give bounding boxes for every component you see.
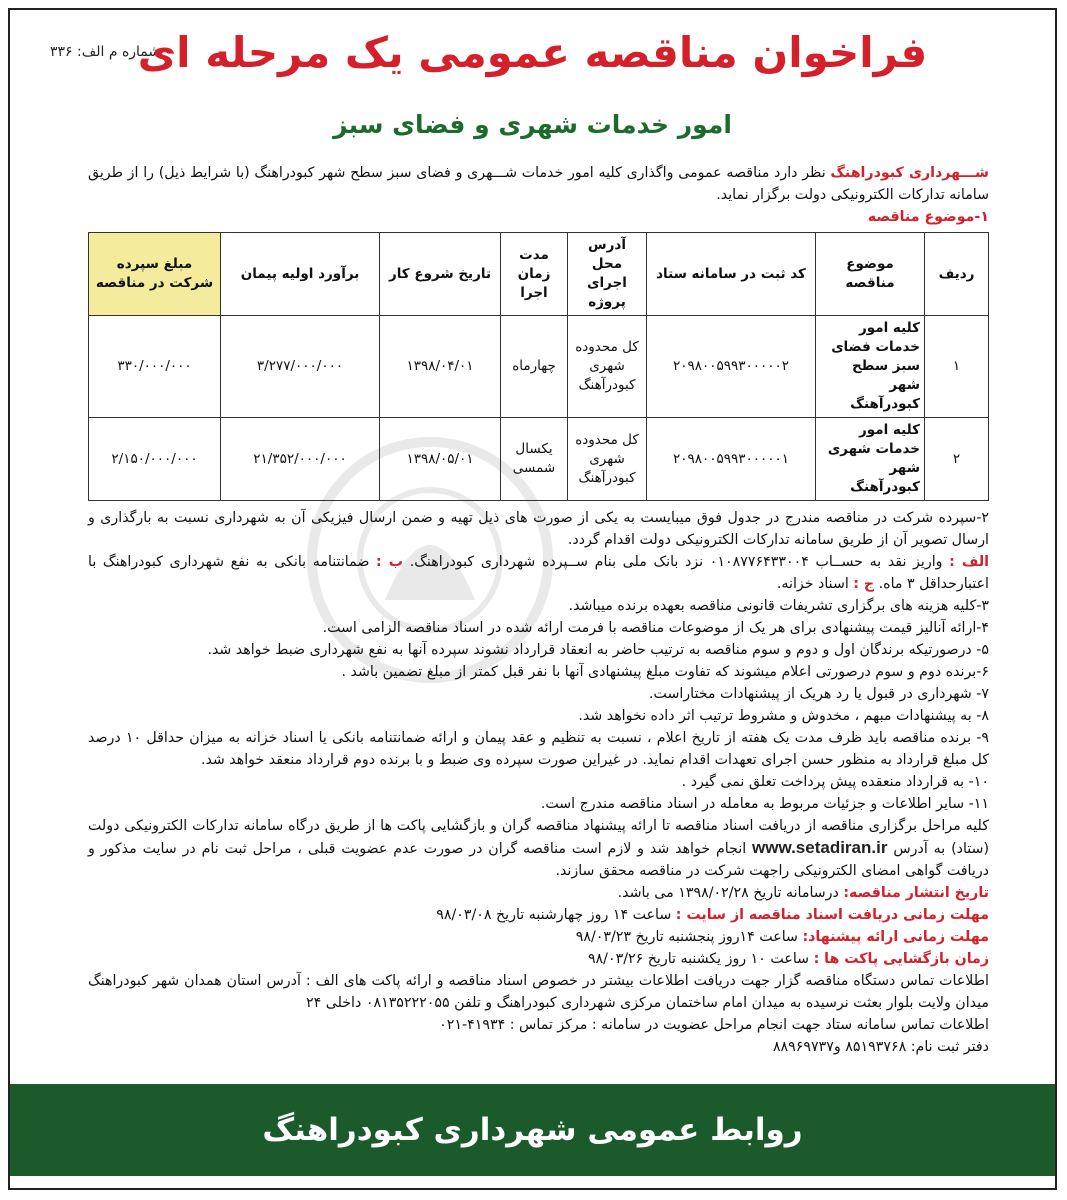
cell-duration: یکسال شمسی [501, 418, 568, 501]
clause-4: ۴-ارائه آنالیز قیمت پیشنهادی برای هر یک از موضوعات مناقصه با فرمت ارائه شده در اسناد مناقصه الزامی است. [322, 620, 989, 636]
th-duration: مدت زمان اجرا [501, 233, 568, 316]
th-deposit: مبلغ سپرده شرکت در مناقصه [89, 233, 221, 316]
th-estimate: برآورد اولیه پیمان [221, 233, 380, 316]
table-row [89, 418, 989, 501]
th-start: تاریخ شروع کار [380, 233, 501, 316]
option-jim-label: ج : [853, 576, 875, 592]
clause-6: ۶-برنده دوم و سوم درصورتی اعلام میشوند که تفاوت مبلغ پیشنهادی آنها با نفر قبل کمتر از مبلغ تضمین باشد . [341, 664, 989, 680]
option-jim-text: اسناد خزانه. [776, 576, 854, 592]
clause-5: ۵- درصورتیکه برندگان اول و دوم و سوم مناقصه به ترتیب حاضر به انعقاد قرارداد نشوند سپرده آنها به نفع شهرداری ضبط خواهد شد. [207, 642, 989, 658]
date-value: ساعت ۱۰ روز یکشنبه تاریخ ۹۸/۰۳/۲۶ [587, 951, 814, 967]
contact-setad: اطلاعات تماس سامانه ستاد جهت انجام مراحل عضویت در سامانه : مرکز تماس : ۴۱۹۳۴-۰۲۱ [439, 1017, 989, 1033]
page-title: فراخوان مناقصه عمومی یک مرحله ای [137, 28, 928, 77]
process-text-after: انجام خواهد شد و لازم است مناقصه گران در صورت عدم عضویت قبلی ، مراحل ثبت نام در سایت مذکور و دریافت گواهی امضای الکترونیکی راجهت شرکت در مناقصه محقق سازند. [88, 841, 989, 879]
cell-location: کل محدوده شهری کبودرآهنگ [568, 418, 647, 501]
clause-9: ۹- برنده مناقصه باید ظرف مدت یک هفته از تاریخ اعلام ، نسبت به تنظیم و عقد پیمان و ارائه ضمانتنامه بانکی یا اسناد خزانه به میزان حداقل ۱۰ درصد کل مبلغ قرارداد به منظور حسن اجرای تعهدات اقدام نماید. در غیراین صورت سپرده وی ضبط و با برنده دوم قرارداد منعقد خواهد شد. [88, 730, 989, 768]
clause-8: ۸- به پیشنهادات مبهم ، مخدوش و مشروط ترتیب اثر داده نخواهد شد. [578, 708, 989, 724]
announcement-number: شماره م الف: ۳۳۶ [50, 44, 161, 60]
setad-website-link[interactable]: www.setadiran.ir [752, 838, 888, 857]
page-subtitle: امور خدمات شهری و فضای سبز [333, 110, 732, 139]
cell-estimate: ۳/۲۷۷/۰۰۰/۰۰۰ [221, 316, 380, 418]
option-alef-label: الف : [949, 554, 990, 570]
cell-deposit: ۳۳۰/۰۰۰/۰۰۰ [89, 316, 221, 418]
th-location: آدرس محل اجرای پروژه [568, 233, 647, 316]
clause-7: ۷- شهرداری در قبول یا رد هریک از پیشنهادات مختاراست. [649, 686, 989, 702]
cell-row: ۲ [925, 418, 989, 501]
option-alef-text: واریز نقد به حســاب ۰۱۰۸۷۷۶۴۳۳۰۰۴ نزد بانک ملی بنام ســپرده شهرداری کبودراهنگ. [403, 554, 950, 570]
cell-start: ۱۳۹۸/۰۴/۰۱ [380, 316, 501, 418]
intro-paragraph [88, 162, 989, 206]
footer-banner: روابط عمومی شهرداری کبودراهنگ [10, 1084, 1055, 1176]
cell-code: ۲۰۹۸۰۰۵۹۹۳۰۰۰۰۰۱ [647, 418, 816, 501]
table-row [89, 316, 989, 418]
cell-location: کل محدوده شهری کبودرآهنگ [568, 316, 647, 418]
process-text-before: کلیه مراحل برگزاری مناقصه از دریافت اسناد مناقصه تا ارائه پیشنهاد مناقصه گران و بازگشایی پاکت ها از طریق درگاه سامانه تدارکات الکترونیکی دولت (ستاد) به آدرس [88, 818, 989, 857]
option-be-text: ضمانتنامه بانکی به نفع شهرداری کبودراهنگ با اعتبارحداقل ۳ ماه. [88, 554, 989, 592]
date-label: مهلت زمانی ارائه پیشنهاد: [802, 929, 989, 945]
cell-deposit: ۲/۱۵۰/۰۰۰/۰۰۰ [89, 418, 221, 501]
clause-10: ۱۰- به قرارداد منعقده پیش پرداخت تعلق نمی گیرد . [681, 774, 989, 790]
cell-duration: چهارماه [501, 316, 568, 418]
section-subject-title: ۱-موضوع مناقصه [867, 209, 989, 225]
contact-registration: دفتر ثبت نام: ۸۵۱۹۳۷۶۸ و۸۸۹۶۹۷۳۷ [772, 1039, 989, 1055]
announcement-body [88, 162, 989, 1058]
option-be-label: ب : [376, 554, 404, 570]
process-paragraph [88, 815, 989, 882]
date-publish [88, 882, 989, 904]
clause-3: ۳-کلیه هزینه های برگزاری تشریفات قانونی مناقصه بعهده برنده میباشد. [568, 598, 989, 614]
cell-subject: کلیه امور خدمات فضای سبز سطح شهر کبودرآهنگ [816, 316, 925, 418]
clause-11: ۱۱- سایر اطلاعات و جزئیات مربوط به معامله در اسناد مناقصه مندرج است. [540, 796, 989, 812]
date-value: درسامانه تاریخ ۱۳۹۸/۰۲/۲۸ می باشد. [617, 885, 844, 901]
announcement-frame [8, 8, 1057, 1190]
cell-estimate: ۲۱/۳۵۲/۰۰۰/۰۰۰ [221, 418, 380, 501]
th-subject: موضوع مناقصه [816, 233, 925, 316]
date-value: ساعت ۱۴ روز چهارشنبه تاریخ ۹۸/۰۳/۰۸ [436, 907, 676, 923]
date-offer-deadline [88, 926, 989, 948]
date-opening [88, 948, 989, 970]
intro-org: شـــهرداری کبودراهنگ [830, 165, 989, 181]
intro-text: نظر دارد مناقصه عمومی واگذاری کلیه امور خدمات شـــهری و فضای سبز سطح شهر کبودراهنگ (با شرایط ذیل) را از طریق سامانه تدارکات الکترونیکی دولت برگزار نماید. [88, 165, 989, 203]
date-value: ساعت ۱۴روز پنجشنبه تاریخ ۹۸/۰۳/۲۳ [575, 929, 803, 945]
date-label: زمان بازگشایی پاکت ها : [813, 951, 989, 967]
date-docs-deadline [88, 904, 989, 926]
date-label: مهلت زمانی دریافت اسناد مناقصه از سایت : [675, 907, 989, 923]
cell-code: ۲۰۹۸۰۰۵۹۹۳۰۰۰۰۰۲ [647, 316, 816, 418]
contact-address: اطلاعات تماس دستگاه مناقصه گزار جهت دریافت اطلاعات بیشتر در خصوص اسناد مناقصه و ارائه پاکت های الف : آدرس استان همدان شهر کبودراهنگ میدان ولایت بلوار بعثت نرسیده به میدان امام ساختمان مرکزی شهرداری کبودراهنگ و تلفن ۰۸۱۳۵۲۲۲۰۵۵ داخلی ۲۴ [88, 973, 989, 1011]
clause-2: ۲-سپرده شرکت در مناقصه مندرج در جدول فوق میبایست به یکی از صورت های ذیل تهیه و ضمن ارسال فیزیکی آن به شهرداری نسبت به بارگذاری و ارسال تصویر آن از طریق سامانه تدارکات الکترونیکی دولت اقدام گردد. [88, 510, 989, 548]
clause-2-options [88, 551, 989, 595]
date-label: تاریخ انتشار مناقصه: [843, 885, 989, 901]
cell-start: ۱۳۹۸/۰۵/۰۱ [380, 418, 501, 501]
cell-row: ۱ [925, 316, 989, 418]
th-code: کد ثبت در سامانه ستاد [647, 233, 816, 316]
tender-table [88, 232, 989, 501]
th-row: ردیف [925, 233, 989, 316]
table-header-row [89, 233, 989, 316]
cell-subject: کلیه امور خدمات شهری شهر کبودرآهنگ [816, 418, 925, 501]
